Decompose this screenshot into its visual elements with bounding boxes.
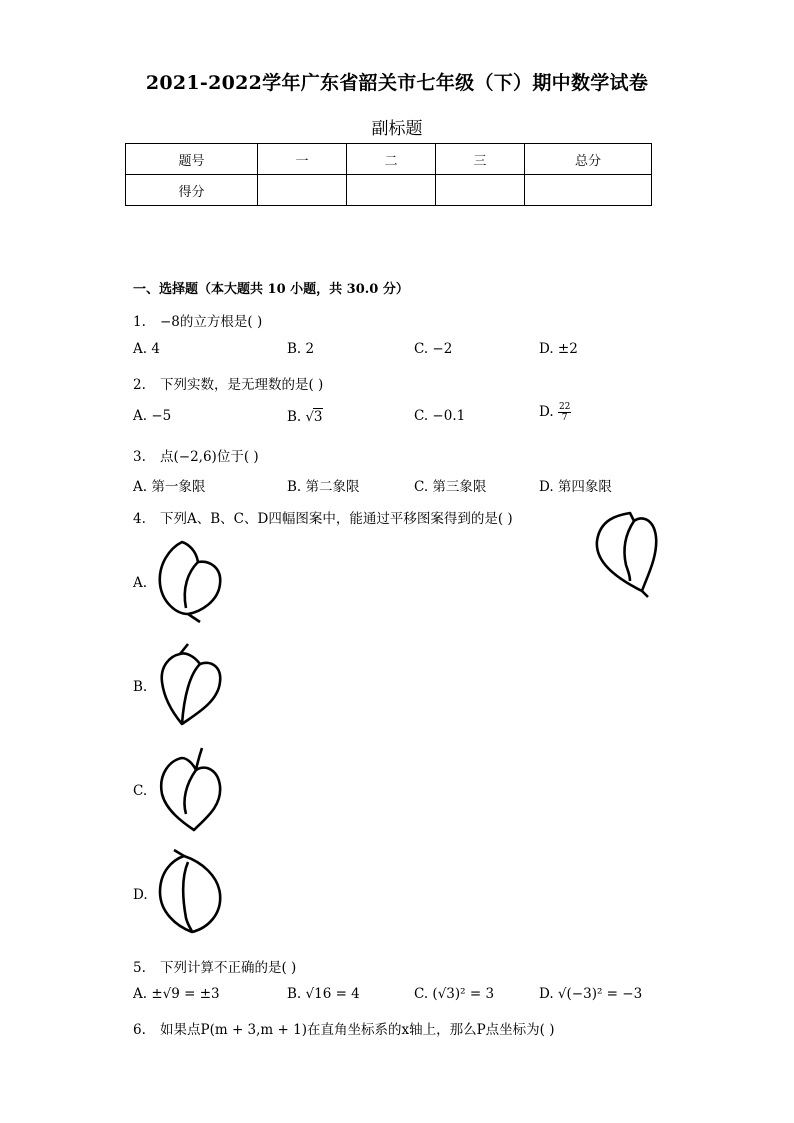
option-d: D. ±2 bbox=[539, 341, 578, 357]
option-c: C. 第三象限 bbox=[414, 479, 487, 495]
option-c: C. −2 bbox=[414, 341, 453, 357]
question-3 bbox=[133, 445, 259, 465]
option-d bbox=[539, 402, 571, 423]
option-c-label: C. bbox=[133, 783, 148, 799]
table-cell bbox=[525, 175, 652, 206]
reference-leaf-image bbox=[588, 505, 664, 601]
fraction-numerator: 22 bbox=[558, 402, 571, 412]
option-label: D. bbox=[539, 404, 558, 420]
table-cell bbox=[258, 175, 347, 206]
option-c: C. (√3)² = 3 bbox=[414, 986, 495, 1002]
option-a: A. −5 bbox=[133, 408, 172, 424]
question-number: 2. bbox=[133, 377, 146, 393]
question-text: 如果点P(m + 3,m + 1)在直角坐标系的x轴上，那么P点坐标为( ) bbox=[160, 1022, 555, 1038]
page-subtitle: 副标题 bbox=[371, 119, 423, 139]
section-heading: 一、选择题（本大题共 10 小题，共 30.0 分） bbox=[133, 282, 409, 297]
question-text: 下列实数，是无理数的是( ) bbox=[160, 377, 324, 393]
page-title: 2021-2022学年广东省韶关市七年级（下）期中数学试卷 bbox=[145, 72, 649, 94]
option-b: B. 2 bbox=[287, 341, 315, 357]
option-d: D. √(−3)² = −3 bbox=[539, 986, 643, 1002]
table-row bbox=[126, 175, 652, 206]
question-2 bbox=[133, 373, 323, 393]
option-label: B. bbox=[287, 409, 306, 425]
question-number: 1. bbox=[133, 314, 146, 330]
option-d-label: D. bbox=[133, 887, 148, 903]
table-cell: 得分 bbox=[126, 175, 258, 206]
table-cell bbox=[347, 175, 436, 206]
table-cell: 题号 bbox=[126, 144, 258, 175]
score-table bbox=[125, 143, 652, 206]
option-b: B. √16 = 4 bbox=[287, 986, 360, 1002]
table-row bbox=[126, 144, 652, 175]
option-a-label: A. bbox=[133, 575, 148, 591]
question-number: 3. bbox=[133, 449, 146, 465]
option-a: A. 第一象限 bbox=[133, 479, 206, 495]
table-cell: 总分 bbox=[525, 144, 652, 175]
option-a: A. ±√9 = ±3 bbox=[133, 986, 220, 1002]
leaf-option-a-image bbox=[152, 534, 228, 626]
option-b: B. 第二象限 bbox=[287, 479, 360, 495]
option-a: A. 4 bbox=[133, 341, 160, 357]
fraction bbox=[558, 402, 571, 423]
question-number: 4. bbox=[133, 511, 146, 527]
question-6 bbox=[133, 1018, 555, 1038]
question-text: 点(−2,6)位于( ) bbox=[160, 449, 259, 465]
leaf-option-b-image bbox=[152, 640, 228, 732]
question-text: 下列计算不正确的是( ) bbox=[160, 960, 297, 976]
leaf-option-d-image bbox=[152, 848, 228, 940]
option-b: B. √3 bbox=[287, 409, 323, 425]
option-b-label: B. bbox=[133, 679, 148, 695]
table-cell: 二 bbox=[347, 144, 436, 175]
table-cell: 三 bbox=[436, 144, 525, 175]
sqrt-value: 3 bbox=[313, 409, 323, 425]
table-cell bbox=[436, 175, 525, 206]
question-1 bbox=[133, 310, 262, 330]
leaf-option-c-image bbox=[152, 744, 228, 836]
question-5 bbox=[133, 956, 296, 976]
option-c: C. −0.1 bbox=[414, 408, 466, 424]
question-text: −8的立方根是( ) bbox=[160, 314, 263, 330]
fraction-denominator: 7 bbox=[561, 413, 568, 423]
question-text: 下列A、B、C、D四幅图案中，能通过平移图案得到的是( ) bbox=[160, 511, 513, 527]
question-number: 6. bbox=[133, 1022, 146, 1038]
table-cell: 一 bbox=[258, 144, 347, 175]
question-number: 5. bbox=[133, 960, 146, 976]
question-4 bbox=[133, 507, 513, 527]
option-d: D. 第四象限 bbox=[539, 479, 612, 495]
